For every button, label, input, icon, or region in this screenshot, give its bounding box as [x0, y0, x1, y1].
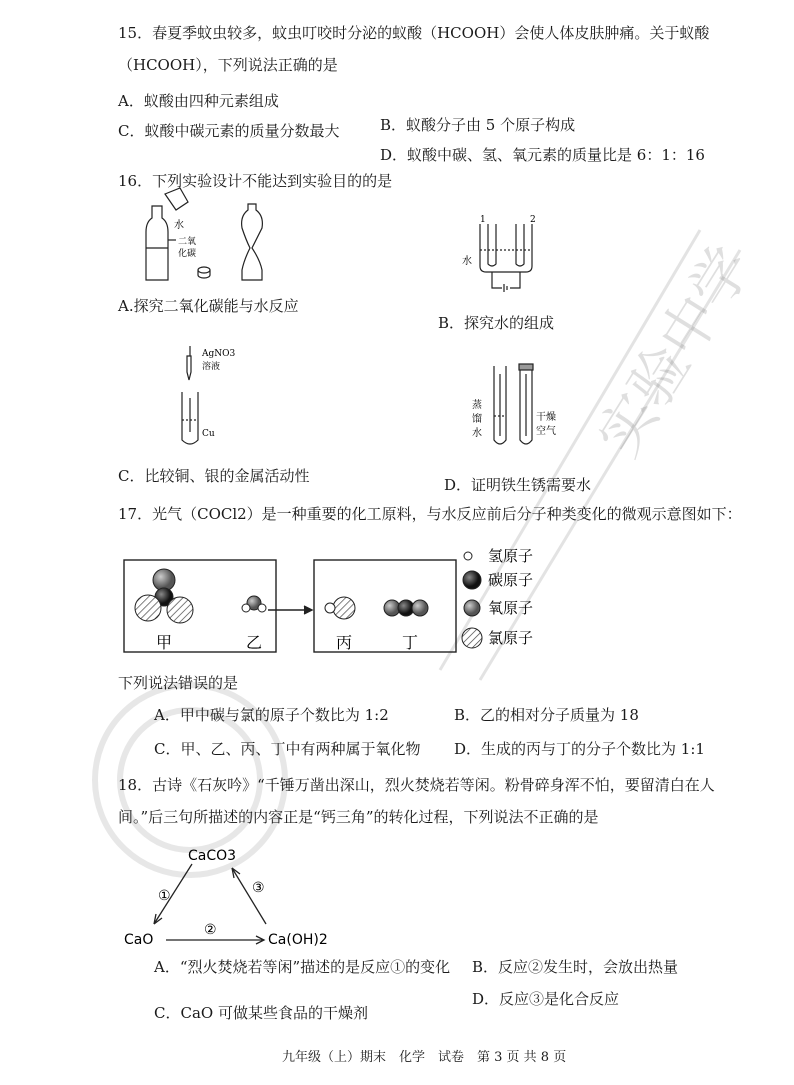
fig-d-right-label-2: 空气 [536, 426, 556, 437]
q15-option-a: A．蚁酸由四种元素组成 [118, 92, 279, 110]
legend-carbon-label: 碳原子 [488, 571, 534, 589]
reaction-3-marker: ③ [252, 880, 265, 896]
q18-option-a: A．“烈火焚烧若等闲”描述的是反应①的变化 [154, 958, 451, 976]
fig-a-water-label: 水 [174, 220, 184, 231]
fig-b-tube-2-label: 2 [530, 215, 536, 225]
molecule-diagram [120, 540, 560, 660]
q18-option-d: D．反应③是化合反应 [472, 990, 620, 1008]
q15-option-d: D．蚁酸中碳、氢、氧元素的质量比是 6：1：16 [380, 146, 705, 164]
q17-option-c: C．甲、乙、丙、丁中有两种属于氧化物 [154, 740, 421, 758]
legend-hydrogen-label: 氢原子 [488, 547, 534, 565]
legend-oxygen-label: 氧原子 [488, 599, 534, 617]
legend-chlorine-label: 氯原子 [488, 629, 534, 647]
q17-stem: 17．光气（COCl2）是一种重要的化工原料，与水反应前后分子种类变化的微观示意图如下： [118, 505, 742, 523]
q17-ask: 下列说法错误的是 [118, 674, 239, 692]
legend-hydrogen-icon [464, 552, 472, 560]
page-footer: 九年级（上）期末 化学 试卷 第 3 页 共 8 页 [282, 1050, 567, 1065]
watermark-text: 实验中学 [584, 234, 765, 468]
fig-a-co2-label-1: 二氧 [178, 237, 197, 247]
q17-option-d: D．生成的丙与丁的分子个数比为 1:1 [454, 740, 705, 758]
figure-agno3-cu [176, 342, 256, 452]
ding-oxygen-atom-2 [412, 600, 428, 616]
q16-option-c: C．比较铜、银的金属活动性 [118, 467, 310, 485]
q17-option-a: A．甲中碳与氯的原子个数比为 1:2 [154, 706, 389, 724]
jia-chlorine-atom-2 [167, 597, 193, 623]
label-bing: 丙 [336, 633, 353, 652]
fig-d-left-label-3: 水 [472, 428, 482, 439]
legend-chlorine-icon [462, 628, 482, 648]
yi-hydrogen-atom-1 [242, 604, 250, 612]
calcium-triangle-diagram [120, 838, 360, 958]
q15-stem-line2: （HCOOH），下列说法正确的是 [118, 56, 338, 74]
q17-option-b: B．乙的相对分子质量为 18 [454, 706, 639, 724]
fig-c-metal-label: Cu [202, 429, 215, 439]
legend-carbon-icon [463, 571, 481, 589]
label-jia: 甲 [156, 633, 173, 652]
q16-option-d: D．证明铁生锈需要水 [444, 476, 592, 494]
q18-option-c: C．CaO 可做某些食品的干燥剂 [154, 1004, 368, 1022]
label-ding: 丁 [402, 633, 419, 652]
q16-stem: 16．下列实验设计不能达到实验目的的是 [118, 172, 393, 190]
q18-option-b: B．反应②发生时，会放出热量 [472, 958, 679, 976]
q15-stem-line1: 15．春夏季蚊虫较多，蚊虫叮咬时分泌的蚁酸（HCOOH）会使人体皮肤肿痛。关于蚁酸 [118, 24, 710, 42]
caco3-label: CaCO3 [188, 848, 237, 864]
fig-b-water-label: 水 [462, 256, 472, 267]
q18-stem-line1: 18．古诗《石灰吟》“千锤万凿出深山，烈火焚烧若等闲。粉骨碎身浑不怕，要留清白在人 [118, 776, 715, 794]
yi-hydrogen-atom-2 [258, 604, 266, 612]
q18-stem-line2: 间。”后三句所描述的内容正是“钙三角”的转化过程，下列说法不正确的是 [118, 808, 599, 826]
fig-c-reagent-label-1: AgNO3 [202, 349, 236, 359]
label-yi: 乙 [246, 633, 263, 652]
figure-electrolysis [460, 214, 560, 304]
caoh2-label: Ca(OH)2 [268, 932, 328, 948]
q16-option-b: B．探究水的组成 [438, 314, 555, 332]
fig-d-left-label-1: 蒸 [472, 400, 482, 411]
q15-option-b: B．蚁酸分子由 5 个原子构成 [380, 116, 576, 134]
fig-d-left-label-2: 馏 [472, 414, 482, 425]
fig-d-right-label-1: 干燥 [536, 412, 556, 423]
reaction-1-marker: ① [158, 888, 171, 904]
q15-option-c: C．蚁酸中碳元素的质量分数最大 [118, 122, 340, 140]
figure-co2-bottle [140, 188, 280, 288]
cao-label: CaO [124, 932, 154, 948]
legend-oxygen-icon [464, 600, 480, 616]
fig-a-co2-label-2: 化碳 [178, 249, 197, 259]
fig-b-tube-1-label: 1 [480, 215, 486, 225]
bing-chlorine-atom [333, 597, 355, 619]
figure-iron-rust [470, 364, 580, 454]
bing-hydrogen-atom [325, 603, 335, 613]
q16-option-a: A.探究二氧化碳能与水反应 [118, 297, 299, 315]
jia-chlorine-atom-1 [135, 595, 161, 621]
fig-c-reagent-label-2: 溶液 [202, 362, 221, 372]
reaction-2-marker: ② [204, 922, 217, 938]
